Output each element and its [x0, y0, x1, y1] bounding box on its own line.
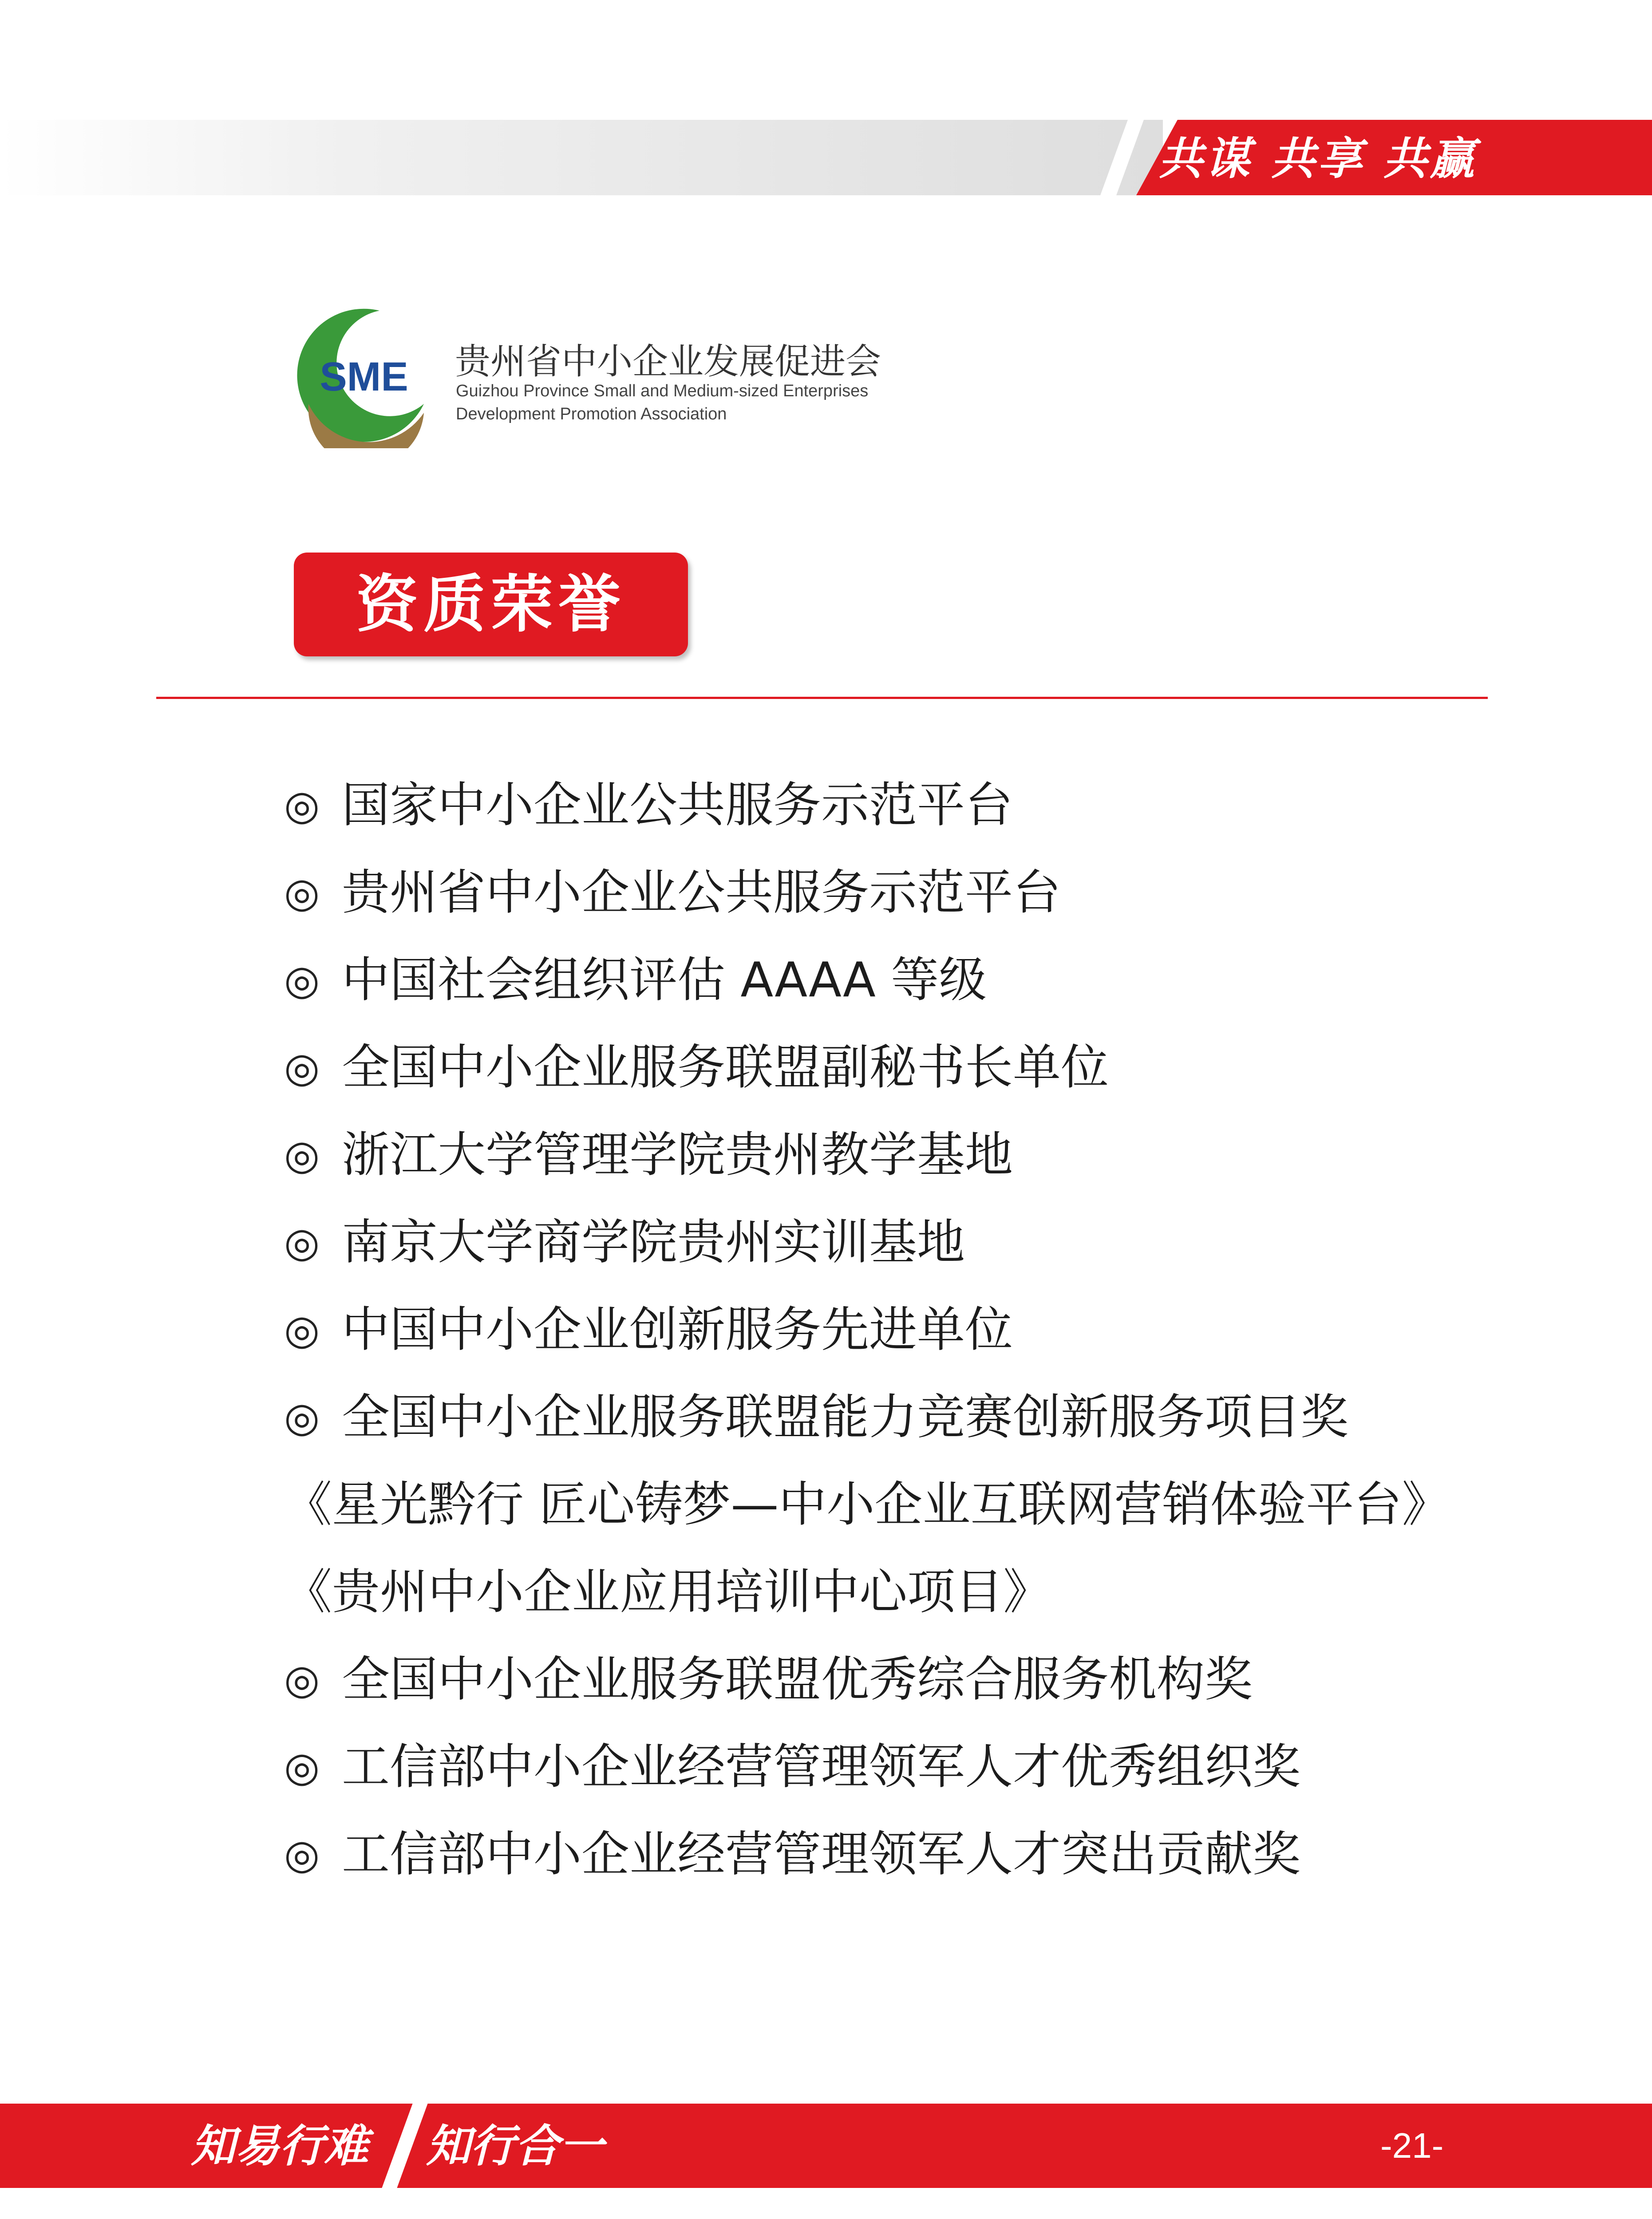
- page-number: -21-: [1380, 2126, 1444, 2165]
- section-heading-box: [294, 553, 688, 656]
- bullet-icon: ◎: [284, 1394, 320, 1441]
- list-item: [284, 1817, 1607, 1904]
- bullet-icon: ◎: [284, 1743, 320, 1791]
- bullet-icon: ◎: [284, 956, 320, 1004]
- list-item: [284, 1030, 1607, 1117]
- list-item-text: 工信部中小企业经营管理领军人才优秀组织奖: [342, 1739, 1301, 1795]
- logo-name-cn: 贵州省中小企业发展促进会: [455, 342, 881, 381]
- list-item-text: 国家中小企业公共服务示范平台: [342, 778, 1013, 833]
- list-item: [284, 1642, 1607, 1729]
- list-item-text: 《星光黔行 匠心铸梦—中小企业互联网营销体验平台》: [284, 1477, 1450, 1532]
- list-item: [284, 1292, 1607, 1380]
- bullet-icon: ◎: [284, 1306, 320, 1354]
- bullet-icon: ◎: [284, 1656, 320, 1703]
- list-item: [284, 855, 1607, 943]
- association-logo: [291, 302, 912, 448]
- list-item-text: 全国中小企业服务联盟优秀综合服务机构奖: [342, 1652, 1253, 1707]
- list-item: [284, 1380, 1607, 1467]
- bullet-icon: ◎: [284, 782, 320, 829]
- sme-logo-icon: [291, 302, 437, 448]
- honors-list: [284, 768, 1607, 1904]
- bullet-icon: ◎: [284, 1131, 320, 1179]
- logo-name-en-line1: Guizhou Province Small and Medium-sized Enterprises: [456, 382, 869, 400]
- logo-name-en-line2: Development Promotion Association: [456, 405, 727, 423]
- list-item-text: 贵州省中小企业公共服务示范平台: [342, 865, 1061, 920]
- section-divider: [156, 697, 1488, 699]
- footer-motto-2: 知行合一: [426, 2120, 604, 2172]
- list-item-text: 《贵州中小企业应用培训中心项目》: [284, 1564, 1051, 1620]
- section-title: 资质荣誉: [356, 568, 626, 641]
- list-item-text: 浙江大学管理学院贵州教学基地: [342, 1127, 1013, 1183]
- header-gradient-band: [0, 120, 1163, 195]
- list-item-text: 南京大学商学院贵州实训基地: [342, 1215, 965, 1270]
- logo-mark-text: SME: [320, 354, 408, 399]
- list-item: [284, 943, 1607, 1030]
- list-item: [284, 1729, 1607, 1817]
- list-item-subtitle: [284, 1555, 1607, 1642]
- list-item: [284, 1205, 1607, 1292]
- list-item-subtitle: [284, 1467, 1607, 1555]
- list-item: [284, 768, 1607, 855]
- bullet-icon: ◎: [284, 1831, 320, 1878]
- list-item: [284, 1117, 1607, 1205]
- bullet-icon: ◎: [284, 1044, 320, 1091]
- list-item-text: 全国中小企业服务联盟能力竞赛创新服务项目奖: [342, 1390, 1349, 1445]
- list-item-text: 全国中小企业服务联盟副秘书长单位: [342, 1040, 1109, 1095]
- list-item-text: 工信部中小企业经营管理领军人才突出贡献奖: [342, 1827, 1301, 1882]
- list-item-text: 中国社会组织评估 AAAA 等级: [342, 952, 987, 1008]
- list-item-text: 中国中小企业创新服务先进单位: [342, 1302, 1013, 1358]
- bullet-icon: ◎: [284, 1219, 320, 1266]
- bullet-icon: ◎: [284, 869, 320, 916]
- header-motto: 共谋 共享 共赢: [1158, 132, 1477, 185]
- footer-motto-1: 知易行难: [191, 2120, 368, 2172]
